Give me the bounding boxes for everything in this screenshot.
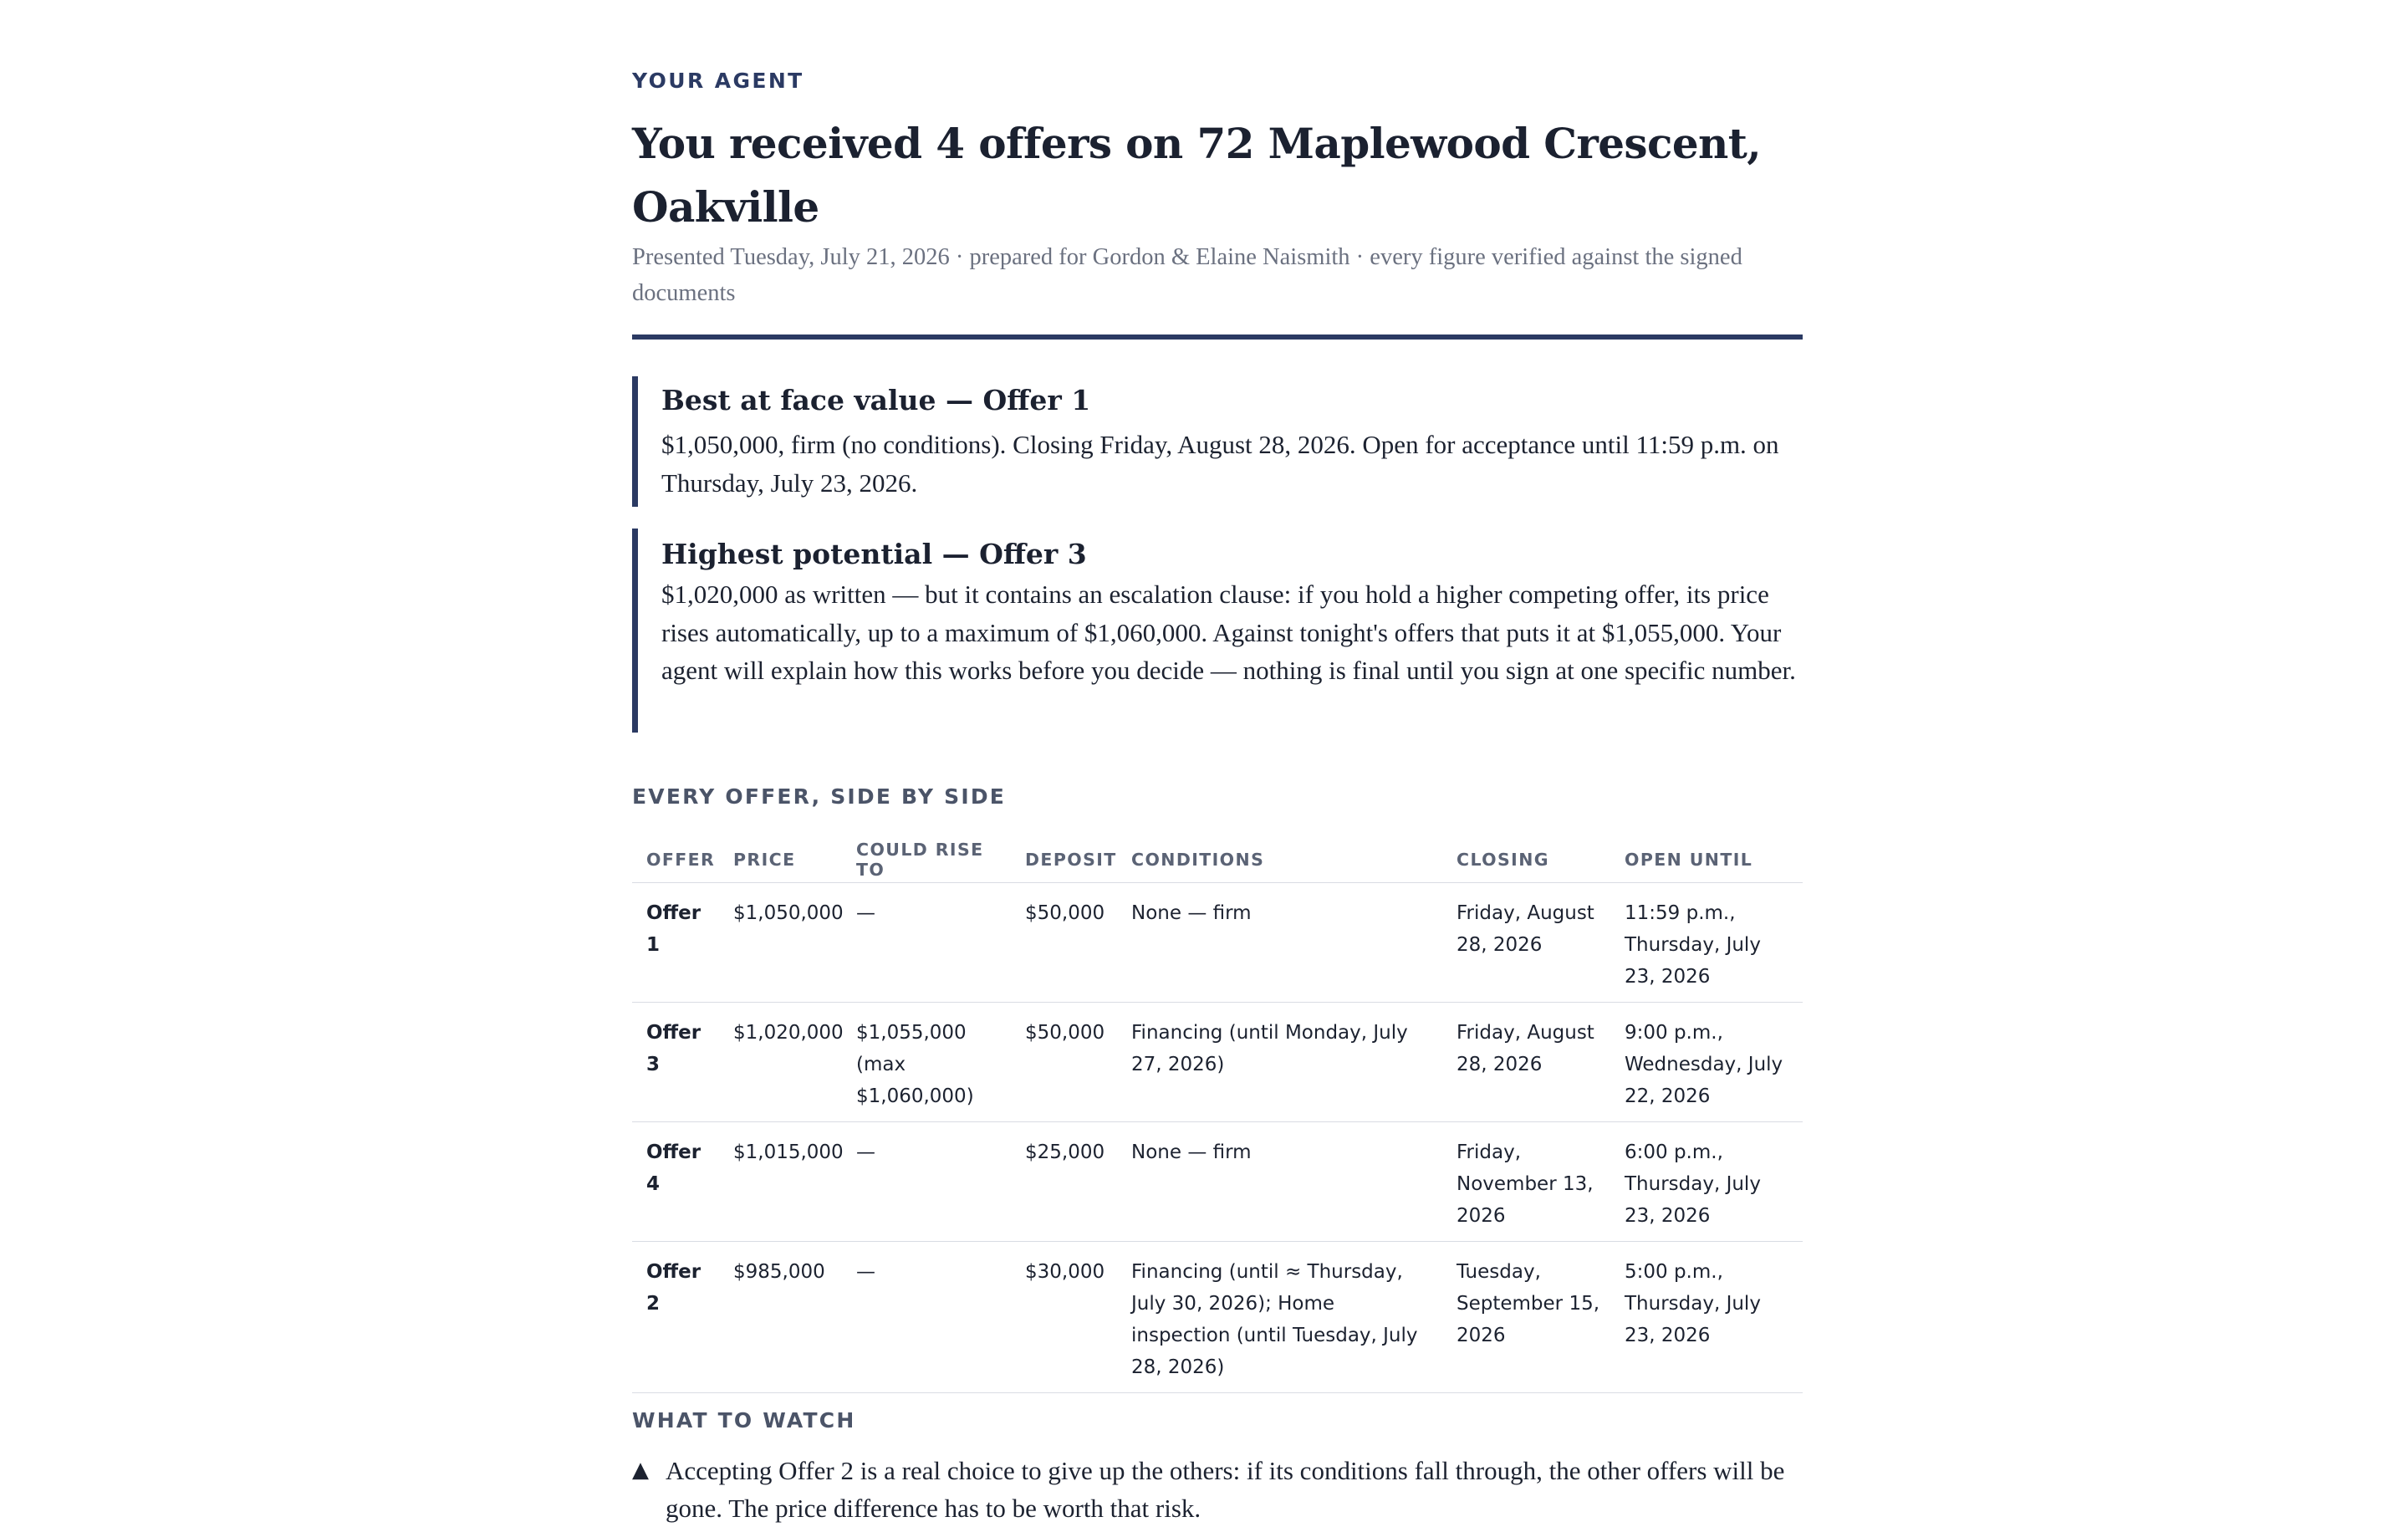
column-header-price: PRICE (719, 836, 842, 883)
cell-could-rise-to: $1,055,000 (max $1,060,000) (842, 1003, 1011, 1122)
cell-deposit: $50,000 (1011, 1003, 1117, 1122)
cell-price: $985,000 (719, 1242, 842, 1393)
page-title: You received 4 offers on 72 Maplewood Crescent, Oakville (632, 119, 1762, 232)
cell-could-rise-to: — (842, 1122, 1011, 1242)
cell-conditions: Financing (until ≈ Thursday, July 30, 2026); Home inspection (until Tuesday, July 28, 2026) (1117, 1242, 1442, 1393)
cell-closing: Tuesday, September 15, 2026 (1442, 1242, 1610, 1393)
cell-could-rise-to: — (842, 1242, 1011, 1393)
cell-offer: Offer 2 (632, 1242, 719, 1393)
cell-could-rise-to: — (842, 883, 1011, 1003)
highlight-heading: Highest potential — Offer 3 (661, 538, 1087, 570)
watch-section-title: WHAT TO WATCH (632, 1408, 856, 1433)
watch-item (632, 1452, 1803, 1527)
cell-price: $1,020,000 (719, 1003, 842, 1122)
cell-closing: Friday, November 13, 2026 (1442, 1122, 1610, 1242)
cell-open-until: 11:59 p.m., Thursday, July 23, 2026 (1610, 883, 1803, 1003)
warning-triangle-icon: ▲ (632, 1458, 649, 1483)
table-row (632, 1003, 1803, 1122)
column-header-could-rise-to: COULD RISE TO (842, 836, 1011, 883)
column-header-offer: OFFER (632, 836, 719, 883)
highlight-body: $1,020,000 as written — but it contains an escalation clause: if you hold a higher competing offer, its price rises automatically, up to a maximum of $1,060,000. Against tonight's offers that puts it at $1,055,000. Your agent will explain how this works before you decide — nothing is final until you sign at one specific number. (661, 580, 1796, 685)
cell-closing: Friday, August 28, 2026 (1442, 1003, 1610, 1122)
table-header-row (632, 836, 1803, 883)
cell-conditions: None — firm (1117, 1122, 1442, 1242)
cell-open-until: 9:00 p.m., Wednesday, July 22, 2026 (1610, 1003, 1803, 1122)
watch-item-text: Accepting Offer 2 is a real choice to give up the others: if its conditions fall through, the other offers will be gone. The price difference has to be worth that risk. (666, 1456, 1785, 1523)
table-row (632, 1122, 1803, 1242)
column-header-deposit: DEPOSIT (1011, 836, 1117, 883)
cell-deposit: $25,000 (1011, 1122, 1117, 1242)
column-header-conditions: CONDITIONS (1117, 836, 1442, 883)
offers-comparison-table (632, 836, 1803, 1393)
cell-offer: Offer 4 (632, 1122, 719, 1242)
highlight-highest-potential (632, 529, 1803, 733)
header-divider (632, 335, 1803, 340)
cell-offer: Offer 3 (632, 1003, 719, 1122)
agent-eyebrow: YOUR AGENT (632, 69, 804, 93)
cell-offer: Offer 1 (632, 883, 719, 1003)
table-row (632, 1242, 1803, 1393)
highlight-heading: Best at face value — Offer 1 (661, 384, 1091, 416)
cell-open-until: 6:00 p.m., Thursday, July 23, 2026 (1610, 1122, 1803, 1242)
cell-open-until: 5:00 p.m., Thursday, July 23, 2026 (1610, 1242, 1803, 1393)
page-subtitle: Presented Tuesday, July 21, 2026 · prepared for Gordon & Elaine Naismith · every figure verified against the signed documents (632, 244, 1742, 306)
cell-conditions: None — firm (1117, 883, 1442, 1003)
highlight-body: $1,050,000, firm (no conditions). Closing Friday, August 28, 2026. Open for acceptance until 11:59 p.m. on Thursday, July 23, 2026. (661, 430, 1779, 498)
cell-price: $1,015,000 (719, 1122, 842, 1242)
cell-conditions: Financing (until Monday, July 27, 2026) (1117, 1003, 1442, 1122)
table-row (632, 883, 1803, 1003)
highlight-best-face-value (632, 376, 1803, 507)
cell-deposit: $30,000 (1011, 1242, 1117, 1393)
cell-price: $1,050,000 (719, 883, 842, 1003)
cell-deposit: $50,000 (1011, 883, 1117, 1003)
cell-closing: Friday, August 28, 2026 (1442, 883, 1610, 1003)
column-header-open-until: OPEN UNTIL (1610, 836, 1803, 883)
column-header-closing: CLOSING (1442, 836, 1610, 883)
comparison-section-title: EVERY OFFER, SIDE BY SIDE (632, 784, 1007, 809)
